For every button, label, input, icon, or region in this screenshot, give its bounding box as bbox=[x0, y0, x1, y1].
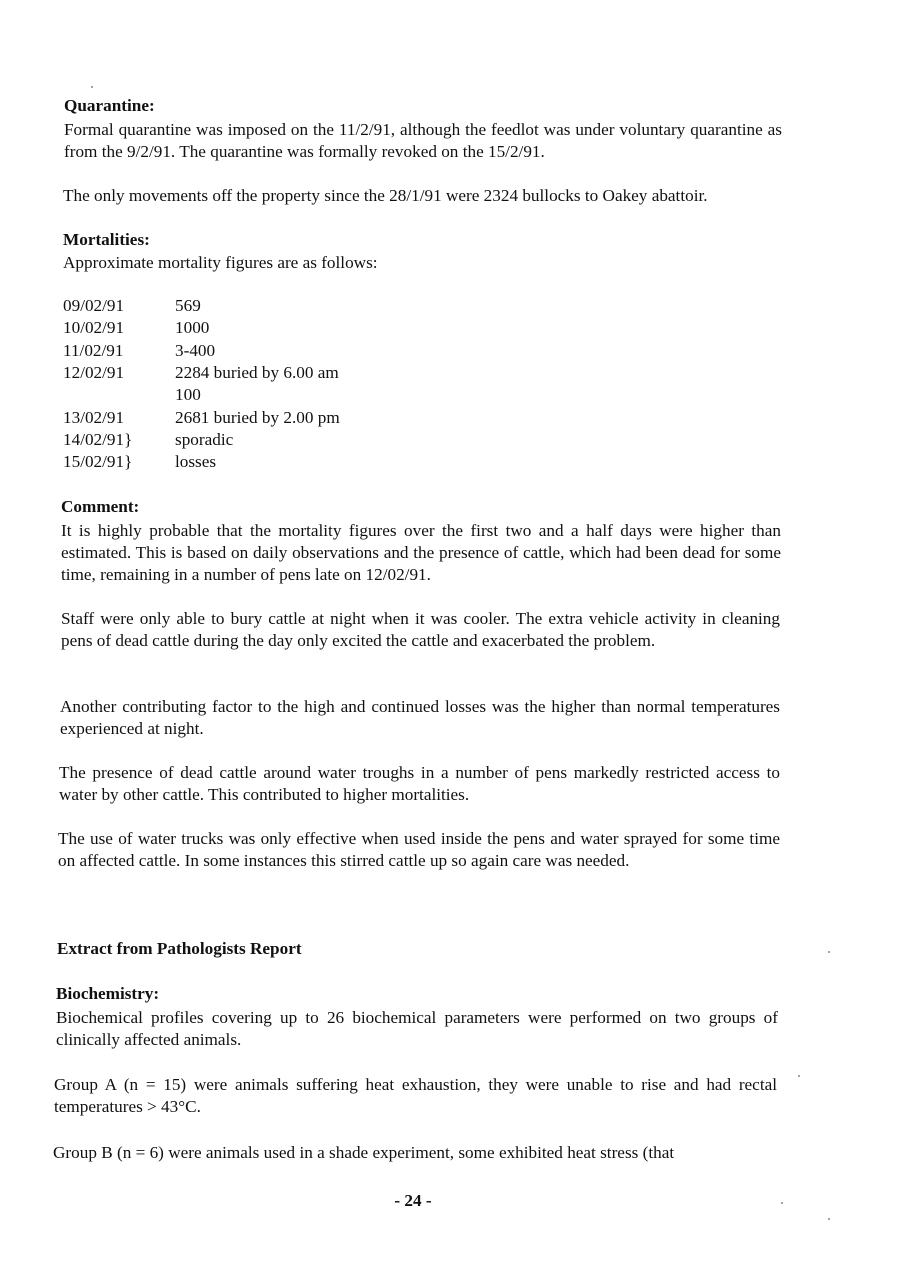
mortality-value: 100 bbox=[175, 385, 201, 404]
comment-paragraph: The use of water trucks was only effective when used inside the pens and water sprayed for some time on affected cattle. In some instances this stirred cattle up so again care was needed. bbox=[58, 829, 780, 870]
quarantine-heading: Quarantine: bbox=[64, 96, 155, 115]
quarantine-paragraph: Formal quarantine was imposed on the 11/2/91, although the feedlot was under voluntary quarantine as from the 9/2/91. The quarantine was formally revoked on the 15/2/91. bbox=[64, 120, 782, 161]
mortalities-heading: Mortalities: bbox=[63, 230, 150, 249]
mortality-value: 2681 buried by 2.00 pm bbox=[175, 408, 340, 427]
comment-paragraph: Staff were only able to bury cattle at night when it was cooler. The extra vehicle activity in cleaning pens of dead cattle during the day only excited the cattle and exacerbated the problem. bbox=[61, 609, 780, 650]
biochemistry-paragraph: Biochemical profiles covering up to 26 biochemical parameters were performed on two groups of clinically affected animals. bbox=[56, 1008, 778, 1049]
comment-paragraph: Another contributing factor to the high and continued losses was the higher than normal temperatures experienced at night. bbox=[60, 697, 780, 738]
mortality-date: 11/02/91 bbox=[63, 341, 124, 360]
biochemistry-heading: Biochemistry: bbox=[56, 984, 160, 1003]
comment-paragraph: It is highly probable that the mortality figures over the first two and a half days were higher than estimated. This is based on daily observations and the presence of cattle, which had been dead for some time, remaining in a number of pens late on 12/02/91. bbox=[61, 521, 781, 584]
page-number: - 24 - bbox=[394, 1191, 432, 1210]
movements-paragraph: The only movements off the property since the 28/1/91 were 2324 bullocks to Oakey abattoir. bbox=[63, 186, 708, 205]
scan-speck bbox=[91, 86, 93, 88]
mortality-value: 2284 buried by 6.00 am bbox=[175, 363, 339, 382]
mortality-date: 09/02/91 bbox=[63, 296, 125, 315]
group-b-paragraph: Group B (n = 6) were animals used in a shade experiment, some exhibited heat stress (that bbox=[53, 1143, 675, 1162]
scan-speck bbox=[781, 1202, 783, 1204]
scan-speck bbox=[828, 1218, 830, 1220]
group-a-paragraph: Group A (n = 15) were animals suffering heat exhaustion, they were unable to rise and had rectal temperatures > 43°C. bbox=[54, 1075, 777, 1116]
pathology-heading: Extract from Pathologists Report bbox=[57, 939, 302, 958]
scan-speck bbox=[798, 1075, 800, 1077]
mortality-date: 14/02/91} bbox=[63, 430, 133, 449]
comment-paragraph: The presence of dead cattle around water troughs in a number of pens markedly restricted access to water by other cattle. This contributed to higher mortalities. bbox=[59, 763, 780, 804]
comment-heading: Comment: bbox=[61, 497, 140, 516]
mortality-date: 13/02/91 bbox=[63, 408, 125, 427]
mortality-value: losses bbox=[175, 452, 217, 471]
mortality-date: 15/02/91} bbox=[63, 452, 133, 471]
mortality-value: 569 bbox=[175, 296, 201, 315]
mortality-date: 12/02/91 bbox=[63, 363, 125, 382]
mortality-value: sporadic bbox=[175, 430, 234, 449]
mortality-date: 10/02/91 bbox=[63, 318, 125, 337]
mortality-value: 3-400 bbox=[175, 341, 216, 360]
mortality-value: 1000 bbox=[175, 318, 210, 337]
scan-speck bbox=[828, 951, 830, 953]
mortalities-intro: Approximate mortality figures are as follows: bbox=[63, 253, 378, 272]
